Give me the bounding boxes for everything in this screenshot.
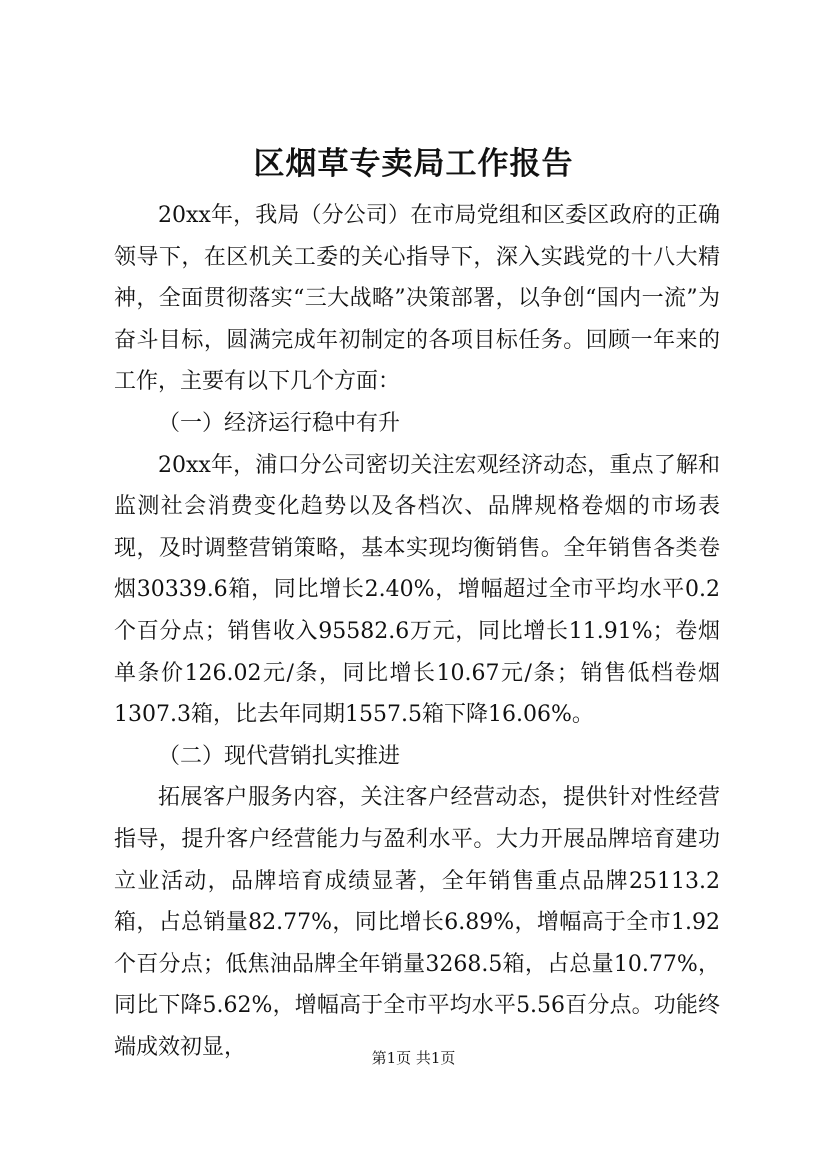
section-paragraph-economy: 20xx年，浦口分公司密切关注宏观经济动态，重点了解和监测社会消费变化趋势以及各档次、品牌规格卷烟的市场表现，及时调整营销策略，基本实现均衡销售。全年销售各类卷烟30339.6箱，同比增长2.40%，增幅超过全市平均水平0.2个百分点；销售收入95582.6万元，同比增长11.91%；卷烟单条价126.02元/条，同比增长10.67元/条；销售低档卷烟1307.3箱，比去年同期1557.5箱下降16.06%。 bbox=[114, 452, 720, 728]
document-body bbox=[114, 195, 720, 1068]
page-number-footer: 第1页 共1页 bbox=[371, 1049, 456, 1067]
document-title: 区烟草专卖局工作报告 bbox=[253, 146, 574, 182]
section-heading-marketing: （二）现代营销扎实推进 bbox=[158, 743, 401, 769]
section-paragraph-marketing: 拓展客户服务内容，关注客户经营动态，提供针对性经营指导，提升客户经营能力与盈利水平。大力开展品牌培育建功立业活动，品牌培育成绩显著，全年销售重点品牌25113.2箱，占总销量82.77%，同比增长6.89%，增幅高于全市1.92个百分点；低焦油品牌全年销量3268.5箱，占总量10.77%，同比下降5.62%，增幅高于全市平均水平5.56百分点。功能终端成效初显， bbox=[114, 785, 720, 1060]
section-heading-economy: （一）经济运行稳中有升 bbox=[158, 410, 401, 436]
intro-paragraph: 20xx年，我局（分公司）在市局党组和区委区政府的正确领导下，在区机关工委的关心指导下，深入实践党的十八大精神，全面贯彻落实“三大战略”决策部署，以争创“国内一流”为奋斗目标，圆满完成年初制定的各项目标任务。回顾一年来的工作，主要有以下几个方面： bbox=[114, 203, 720, 395]
